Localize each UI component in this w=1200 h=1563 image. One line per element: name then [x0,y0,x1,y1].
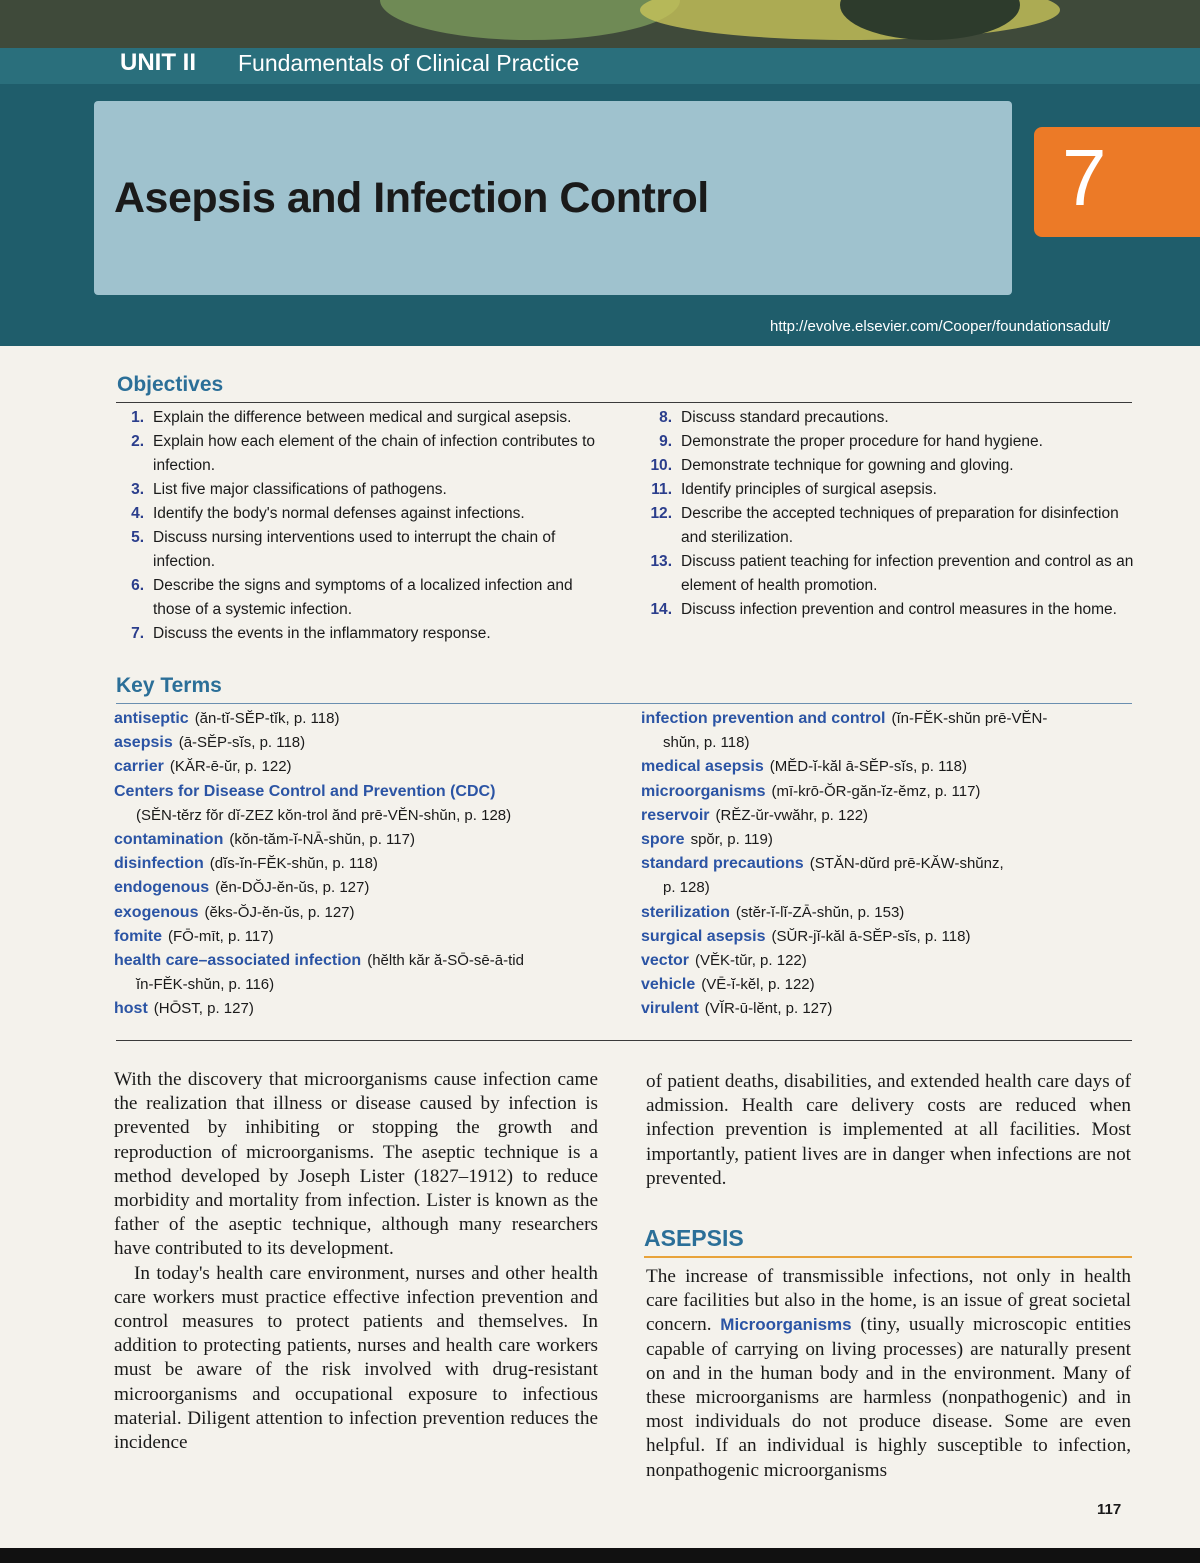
key-term: vector (VĔK-tŭr, p. 122) [641,952,807,970]
unit-label: UNIT II [120,49,196,76]
objective-item: 2 . Explain how each element of the chain of infection contributes to infection. [116,430,606,478]
key-term: carrier (KĂR-ē-ŭr, p. 122) [114,758,292,776]
key-term: health care–associated infection (hĕlth kăr ă-SŌ-sē-ā-tid [114,952,524,970]
chapter-number-badge [1034,127,1200,237]
key-terms-heading: Key Terms [116,674,222,697]
objective-item: 3 . List five major classifications of pathogens. [116,478,606,502]
body-paragraph: In today's health care environment, nurses and other health care workers must practice effective infection prevention and control measures to protect patients and themselves. In addition to protecting patients, nurses and health care workers must be aware of the risk involved with drug-resistant microorganisms and occupational exposure to infectious material. Diligent attention to infection prevention reduces the incidence [114,1262,598,1454]
objectives-rule [116,402,1132,403]
key-term-continued: (SĔN-tĕrz fŏr dĭ-ZEZ kŏn-trol ănd prē-VĔN-shŭn, p. 128) [136,806,512,824]
scan-edge [0,1548,1200,1563]
objective-item: 11 . Identify principles of surgical asepsis. [644,478,1134,502]
key-term: exogenous (ĕks-ŎJ-ĕn-ŭs, p. 127) [114,903,355,921]
objective-item: 9 . Demonstrate the proper procedure for hand hygiene. [644,430,1134,454]
chapter-number: 7 [1062,133,1107,222]
body-paragraph: With the discovery that microorganisms cause infection came the realization that illness or disease caused by infection is prevented by inhibiting or stopping the growth and reproduction of microorganisms. The aseptic technique is a method developed by Joseph Lister (1827–1912) to reduce morbidity and mortality from infection. Lister is known as the father of the aseptic technique, although many researchers have contributed to its development. [114,1069,598,1260]
objective-item: 8 . Discuss standard precautions. [644,406,1134,430]
key-term: disinfection (dĭs-ĭn-FĔK-shŭn, p. 118) [114,855,378,873]
key-term: contamination (kŏn-tăm-ĭ-NĀ-shŭn, p. 117) [114,831,415,849]
objective-item: 5 . Discuss nursing interventions used to interrupt the chain of infection. [116,526,606,574]
key-terms-left [114,707,634,1022]
key-term: antiseptic (ăn-tĭ-SĔP-tĭk, p. 118) [114,710,340,727]
key-term-continued: shŭn, p. 118) [663,734,750,752]
key-term: fomite (FŌ-mīt, p. 117) [114,927,274,945]
key-term: medical asepsis (MĔD-ĭ-kăl ā-SĔP-sĭs, p. 118) [641,758,968,776]
chapter-title: Asepsis and Infection Control [114,174,709,222]
term-microorganisms: Microorganisms [720,1315,852,1335]
page-number: 117 [1097,1501,1122,1518]
objective-item: 14 . Discuss infection prevention and control measures in the home. [644,598,1134,622]
objective-item: 10 . Demonstrate technique for gowning and gloving. [644,454,1134,478]
key-term: virulent (VĬR-ū-lĕnt, p. 127) [641,1000,833,1018]
key-term: surgical asepsis (SŬR-jĭ-kăl ā-SĔP-sĭs, p. 118) [641,927,971,945]
key-term: reservoir (RĔZ-ŭr-vwăhr, p. 122) [641,806,869,824]
key-term-continued: p. 128) [663,879,710,897]
key-terms-bottom-rule [116,1040,1132,1041]
objective-item: 12 . Describe the accepted techniques of preparation for disinfection and sterilization. [644,502,1134,550]
chapter-header [0,0,1200,346]
asepsis-section [646,1265,1131,1483]
objective-item: 4 . Identify the body's normal defenses against infections. [116,502,606,526]
body-paragraph: The increase of transmissible infections, not only in health care facilities but also in the home, is an issue of great societal concern. Microorganisms (tiny, usually microscopic entities capable of carrying on living processes) are naturally present on and in the human body and in the environment. Many of these microorganisms are harmless (nonpathogenic) and in most individuals do not produce disease. Some are even helpful. If an individual is highly susceptible to infection, nonpathogenic microorganisms [646,1266,1131,1481]
key-term: vehicle (VĒ-ĭ-kĕl, p. 122) [641,976,815,994]
body-paragraph: of patient deaths, disabilities, and extended health care days of admission. Health care delivery costs are reduced when infection prevention is implemented at all facilities. Most importantly, patient lives are in danger when infections are not prevented. [646,1071,1131,1189]
key-term: Centers for Disease Control and Prevention (CDC) [114,782,496,800]
key-terms-right [641,707,1136,1022]
key-term: spore spŏr, p. 119) [641,831,773,849]
key-term: endogenous (ĕn-DŎJ-ĕn-ŭs, p. 127) [114,879,370,897]
objective-item: 13 . Discuss patient teaching for infection prevention and control as an element of health promotion. [644,550,1134,598]
key-term: asepsis (ā-SĔP-sĭs, p. 118) [114,734,306,752]
body-right-column [646,1070,1131,1191]
section-heading-asepsis: ASEPSIS [644,1225,744,1251]
key-term: sterilization (stĕr-ĭ-lĭ-ZĀ-shŭn, p. 153) [641,903,905,921]
objective-item: 7 . Discuss the events in the inflammatory response. [116,622,606,646]
unit-title: Fundamentals of Clinical Practice [238,50,580,76]
objectives-list-left [116,406,606,646]
key-term-continued: ĭn-FĔK-shŭn, p. 116) [136,976,275,994]
key-term: microorganisms (mī-krō-ŎR-găn-ĭz-ĕmz, p. 117) [641,782,981,800]
key-term: standard precautions (STĂN-dŭrd prē-KĂW-shŭnz, [641,855,1004,873]
asepsis-rule [644,1256,1132,1258]
objectives-heading: Objectives [117,373,224,396]
objective-item: 1 . Explain the difference between medical and surgical asepsis. [116,406,606,430]
key-term: host (HŌST, p. 127) [114,1000,254,1018]
evolve-url[interactable]: http://evolve.elsevier.com/Cooper/foundationsadult/ [770,318,1111,335]
header-photo [0,0,1200,48]
key-terms-rule [116,703,1132,704]
body-left-column [114,1068,598,1455]
objective-item: 6 . Describe the signs and symptoms of a localized infection and those of a systemic infection. [116,574,606,622]
key-term: infection prevention and control (ĭn-FĔK-shŭn prē-VĔN- [641,710,1048,727]
objectives-list-right [644,406,1134,622]
